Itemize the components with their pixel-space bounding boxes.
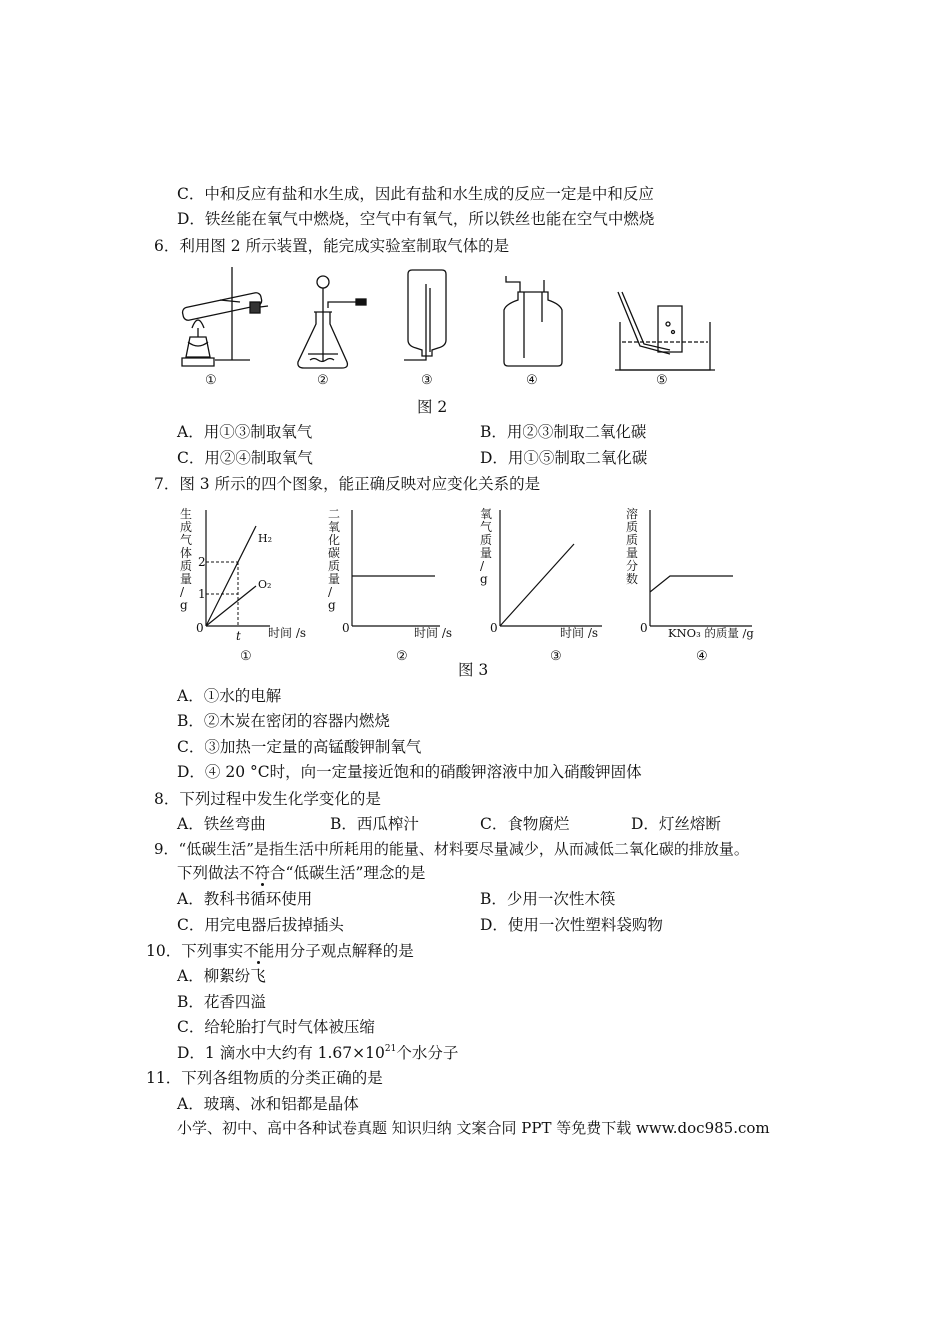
q8-option-a: A．铁丝弯曲 bbox=[177, 815, 266, 833]
q9-option-d: D．使用一次性塑料袋购物 bbox=[480, 916, 663, 934]
graph-2-ylabel-char: g bbox=[328, 598, 336, 612]
q9-emphasis: 不符合 bbox=[239, 864, 286, 882]
figure-3-caption: 图 3 bbox=[458, 661, 489, 679]
q8-stem: 8．下列过程中发生化学变化的是 bbox=[154, 790, 381, 808]
q5-option-c: C．中和反应有盐和水生成，因此有盐和水生成的反应一定是中和反应 bbox=[177, 185, 654, 203]
graph-1-ylabel-char: 成 bbox=[180, 520, 193, 534]
graph-1-ylabel-char: g bbox=[180, 598, 188, 612]
label-4: ④ bbox=[526, 373, 538, 388]
graph-1-ylabel-char: / bbox=[180, 585, 185, 599]
graph-1-ylabel-char: 体 bbox=[180, 546, 193, 560]
q9-stem-line2: 下列做法不符合“低碳生活”理念的是 bbox=[177, 864, 426, 882]
q6-option-b: B．用②③制取二氧化碳 bbox=[480, 423, 647, 441]
label-2: ② bbox=[317, 373, 329, 388]
q8-option-d: D．灯丝熔断 bbox=[631, 815, 721, 833]
graph-1-label-o2: O₂ bbox=[258, 578, 272, 591]
graph-4-label: ④ bbox=[696, 649, 708, 664]
label-3: ③ bbox=[421, 373, 433, 388]
q10-emphasis: 不能 bbox=[243, 942, 275, 960]
q5-option-d: D．铁丝能在氧气中燃烧，空气中有氧气，所以铁丝也能在空气中燃烧 bbox=[177, 210, 655, 228]
q7-option-d: D．④ 20 °C时，向一定量接近饱和的硝酸钾溶液中加入硝酸钾固体 bbox=[177, 763, 642, 781]
graph-4-ylabel-char: 分 bbox=[626, 559, 639, 573]
graph-4-series bbox=[650, 576, 733, 592]
graph-1-ylabel-char: 量 bbox=[180, 572, 193, 586]
graph-3-ylabel-char: 量 bbox=[480, 546, 493, 560]
graph-2-label: ② bbox=[396, 649, 408, 664]
q6-option-c: C．用②④制取氧气 bbox=[177, 449, 313, 467]
graph-1-label: ① bbox=[240, 649, 252, 664]
figure-3-graphs bbox=[170, 502, 780, 672]
q10-stem: 10．下列事实不能用分子观点解释的是 bbox=[146, 942, 414, 960]
q9-option-b: B．少用一次性木筷 bbox=[480, 890, 616, 908]
q6-stem: 6．利用图 2 所示装置，能完成实验室制取气体的是 bbox=[154, 237, 510, 255]
graph-4-xlabel: KNO₃ 的质量 /g bbox=[668, 626, 754, 640]
graph-3-ylabel-char: 气 bbox=[480, 520, 493, 534]
graph-2-ylabel-char: 质 bbox=[328, 559, 341, 573]
graph-4-ylabel-char: 数 bbox=[626, 572, 639, 586]
q9-stem-line1: 9．“低碳生活”是指生活中所耗用的能量、材料要尽量减少，从而减低二氧化碳的排放量。 bbox=[154, 840, 749, 858]
q6-option-d: D．用①⑤制取二氧化碳 bbox=[480, 449, 648, 467]
apparatus-5-water-trough bbox=[615, 292, 715, 370]
q7-option-b: B．②木炭在密闭的容器内燃烧 bbox=[177, 712, 390, 730]
graph-4-ylabel-char: 质 bbox=[626, 520, 639, 534]
label-1: ① bbox=[205, 373, 217, 388]
graph-2-ylabel-char: 量 bbox=[328, 572, 341, 586]
graph-2-ylabel-char: 二 bbox=[328, 507, 341, 521]
graph-3-xlabel: 时间 /s bbox=[560, 626, 599, 640]
graph-1-ylabel-char: 气 bbox=[180, 533, 193, 547]
graph-1-ylabel-char: 质 bbox=[180, 559, 193, 573]
q11-stem: 11．下列各组物质的分类正确的是 bbox=[146, 1069, 383, 1087]
apparatus-3-inverted-bottle bbox=[404, 270, 446, 360]
graph-2 bbox=[328, 507, 452, 664]
graph-2-ylabel-char: / bbox=[328, 585, 333, 599]
apparatus-4-gas-bottle bbox=[504, 276, 562, 366]
graph-1-ytick-1: 1 bbox=[198, 587, 206, 601]
graph-4-ylabel-char: 质 bbox=[626, 533, 639, 547]
graph-2-xlabel: 时间 /s bbox=[414, 626, 453, 640]
graph-1-xtick-t: t bbox=[236, 629, 241, 643]
graph-1-ylabel-char: 生 bbox=[180, 507, 193, 521]
graph-4-origin: 0 bbox=[640, 621, 648, 635]
q7-stem: 7．图 3 所示的四个图象，能正确反映对应变化关系的是 bbox=[154, 475, 541, 493]
graph-3-label: ③ bbox=[550, 649, 562, 664]
q7-option-c: C．③加热一定量的高锰酸钾制氧气 bbox=[177, 738, 422, 756]
q8-option-b: B．西瓜榨汁 bbox=[330, 815, 419, 833]
graph-1-series-h2 bbox=[206, 526, 256, 626]
q10-option-c: C．给轮胎打气时气体被压缩 bbox=[177, 1018, 375, 1036]
graph-2-ylabel-char: 化 bbox=[328, 533, 341, 547]
q10-option-a: A．柳絮纷飞 bbox=[177, 967, 266, 985]
apparatus-1-heating-tube bbox=[182, 267, 268, 366]
figure-2-apparatus bbox=[170, 262, 730, 392]
figure-2-caption: 图 2 bbox=[417, 398, 448, 416]
q7-option-a: A．①水的电解 bbox=[177, 687, 282, 705]
graph-1-series-o2 bbox=[206, 586, 256, 626]
graph-2-ylabel-char: 碳 bbox=[328, 546, 341, 560]
graph-3-ylabel-char: 氧 bbox=[480, 507, 493, 521]
graph-3-origin: 0 bbox=[490, 621, 498, 635]
q11-option-a: A．玻璃、冰和铝都是晶体 bbox=[177, 1095, 359, 1113]
graph-4 bbox=[626, 506, 754, 664]
graph-1 bbox=[180, 506, 306, 664]
graph-4-ylabel-char: 溶 bbox=[626, 507, 639, 521]
graph-3-series bbox=[500, 544, 574, 626]
graph-2-origin: 0 bbox=[342, 621, 350, 635]
graph-4-ylabel-char: 量 bbox=[626, 546, 639, 560]
q6-option-a: A．用①③制取氧气 bbox=[177, 423, 313, 441]
graph-3-ylabel-char: g bbox=[480, 572, 488, 586]
graph-1-xlabel: 时间 /s bbox=[268, 626, 307, 640]
graph-1-label-h2: H₂ bbox=[258, 532, 273, 545]
q10-option-d: D．1 滴水中大约有 $1.67\times 10^{21}$个水分子 bbox=[177, 1044, 459, 1062]
graph-3-ylabel-char: / bbox=[480, 559, 485, 573]
graph-2-ylabel-char: 氧 bbox=[328, 520, 341, 534]
graph-3-ylabel-char: 质 bbox=[480, 533, 493, 547]
label-5: ⑤ bbox=[656, 373, 668, 388]
q9-option-a: A．教科书循环使用 bbox=[177, 890, 313, 908]
apparatus-2-flask-funnel bbox=[298, 276, 366, 368]
q10-option-b: B．花香四溢 bbox=[177, 993, 266, 1011]
page-footer: 小学、初中、高中各种试卷真题 知识归纳 文案合同 PPT 等免费下载 www.doc985.com bbox=[177, 1119, 770, 1137]
graph-1-origin: 0 bbox=[196, 621, 204, 635]
q8-option-c: C．食物腐烂 bbox=[480, 815, 570, 833]
graph-1-ytick-2: 2 bbox=[198, 555, 206, 569]
q9-option-c: C．用完电器后拔掉插头 bbox=[177, 916, 344, 934]
graph-3 bbox=[480, 507, 602, 664]
